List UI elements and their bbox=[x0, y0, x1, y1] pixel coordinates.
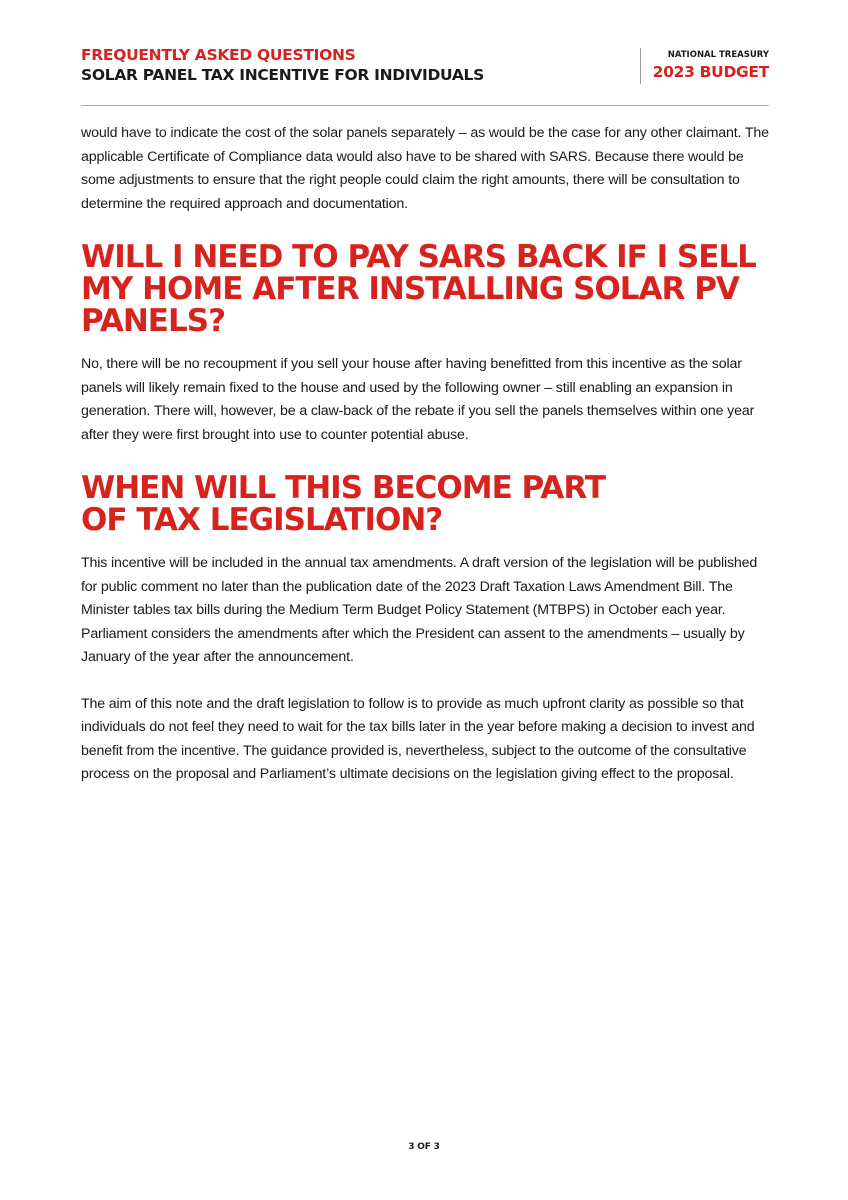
section-heading-resale bbox=[81, 241, 771, 337]
header-eyebrow: FREQUENTLY ASKED QUESTIONS bbox=[81, 46, 356, 64]
heading-line: PANELS? bbox=[81, 303, 226, 339]
heading-line: OF TAX LEGISLATION? bbox=[81, 502, 443, 538]
header-title: SOLAR PANEL TAX INCENTIVE FOR INDIVIDUALS bbox=[81, 66, 484, 84]
heading-line: WHEN WILL THIS BECOME PART bbox=[81, 470, 606, 506]
header-org: NATIONAL TREASURY bbox=[667, 50, 769, 60]
page-number: 3 OF 3 bbox=[408, 1142, 440, 1152]
heading-line: MY HOME AFTER INSTALLING SOLAR PV bbox=[81, 271, 739, 307]
header-title-block bbox=[81, 46, 484, 85]
heading-line: WILL I NEED TO PAY SARS BACK IF I SELL bbox=[81, 239, 756, 275]
section-paragraph: The aim of this note and the draft legislation to follow is to provide as much upfront clarity as possible so that individuals do not feel they need to wait for the tax bills later in the year before making a decision to invest and benefit from the incentive. The guidance provided is, nevertheless, subject to the outcome of the consultative process on the proposal and Parliament’s ultimate decisions on the legislation giving effect to the proposal. bbox=[81, 695, 755, 782]
section-heading-legislation bbox=[81, 472, 771, 536]
header-budget: 2023 BUDGET bbox=[652, 63, 769, 81]
page-content bbox=[81, 122, 771, 787]
section-paragraph: No, there will be no recoupment if you sell your house after having benefitted from this incentive as the solar panels will likely remain fixed to the house and used by the following owner – still enabling an expansion in generation. There will, however, be a claw-back of the rebate if you sell the panels themselves within one year after they were first brought into use to counter potential abuse. bbox=[81, 356, 755, 443]
section-paragraph: This incentive will be included in the annual tax amendments. A draft version of the legislation will be published for public comment no later than the publication date of the 2023 Draft Taxation Laws Amendment Bill. The Minister tables tax bills during the Medium Term Budget Policy Statement (MTBPS) in October each year. Parliament considers the amendments after which the President can assent to the amendments – usually by January of the year after the announcement. bbox=[81, 555, 758, 665]
header-divider bbox=[81, 105, 769, 106]
page-header bbox=[81, 46, 769, 90]
header-brand-block bbox=[640, 48, 769, 84]
intro-paragraph: would have to indicate the cost of the solar panels separately – as would be the case for any other claimant. The applicable Certificate of Compliance data would also have to be shared with SARS. Because there would be some adjustments to ensure that the right people could claim the right amounts, there will be consultation to determine the required approach and documentation. bbox=[81, 125, 769, 212]
